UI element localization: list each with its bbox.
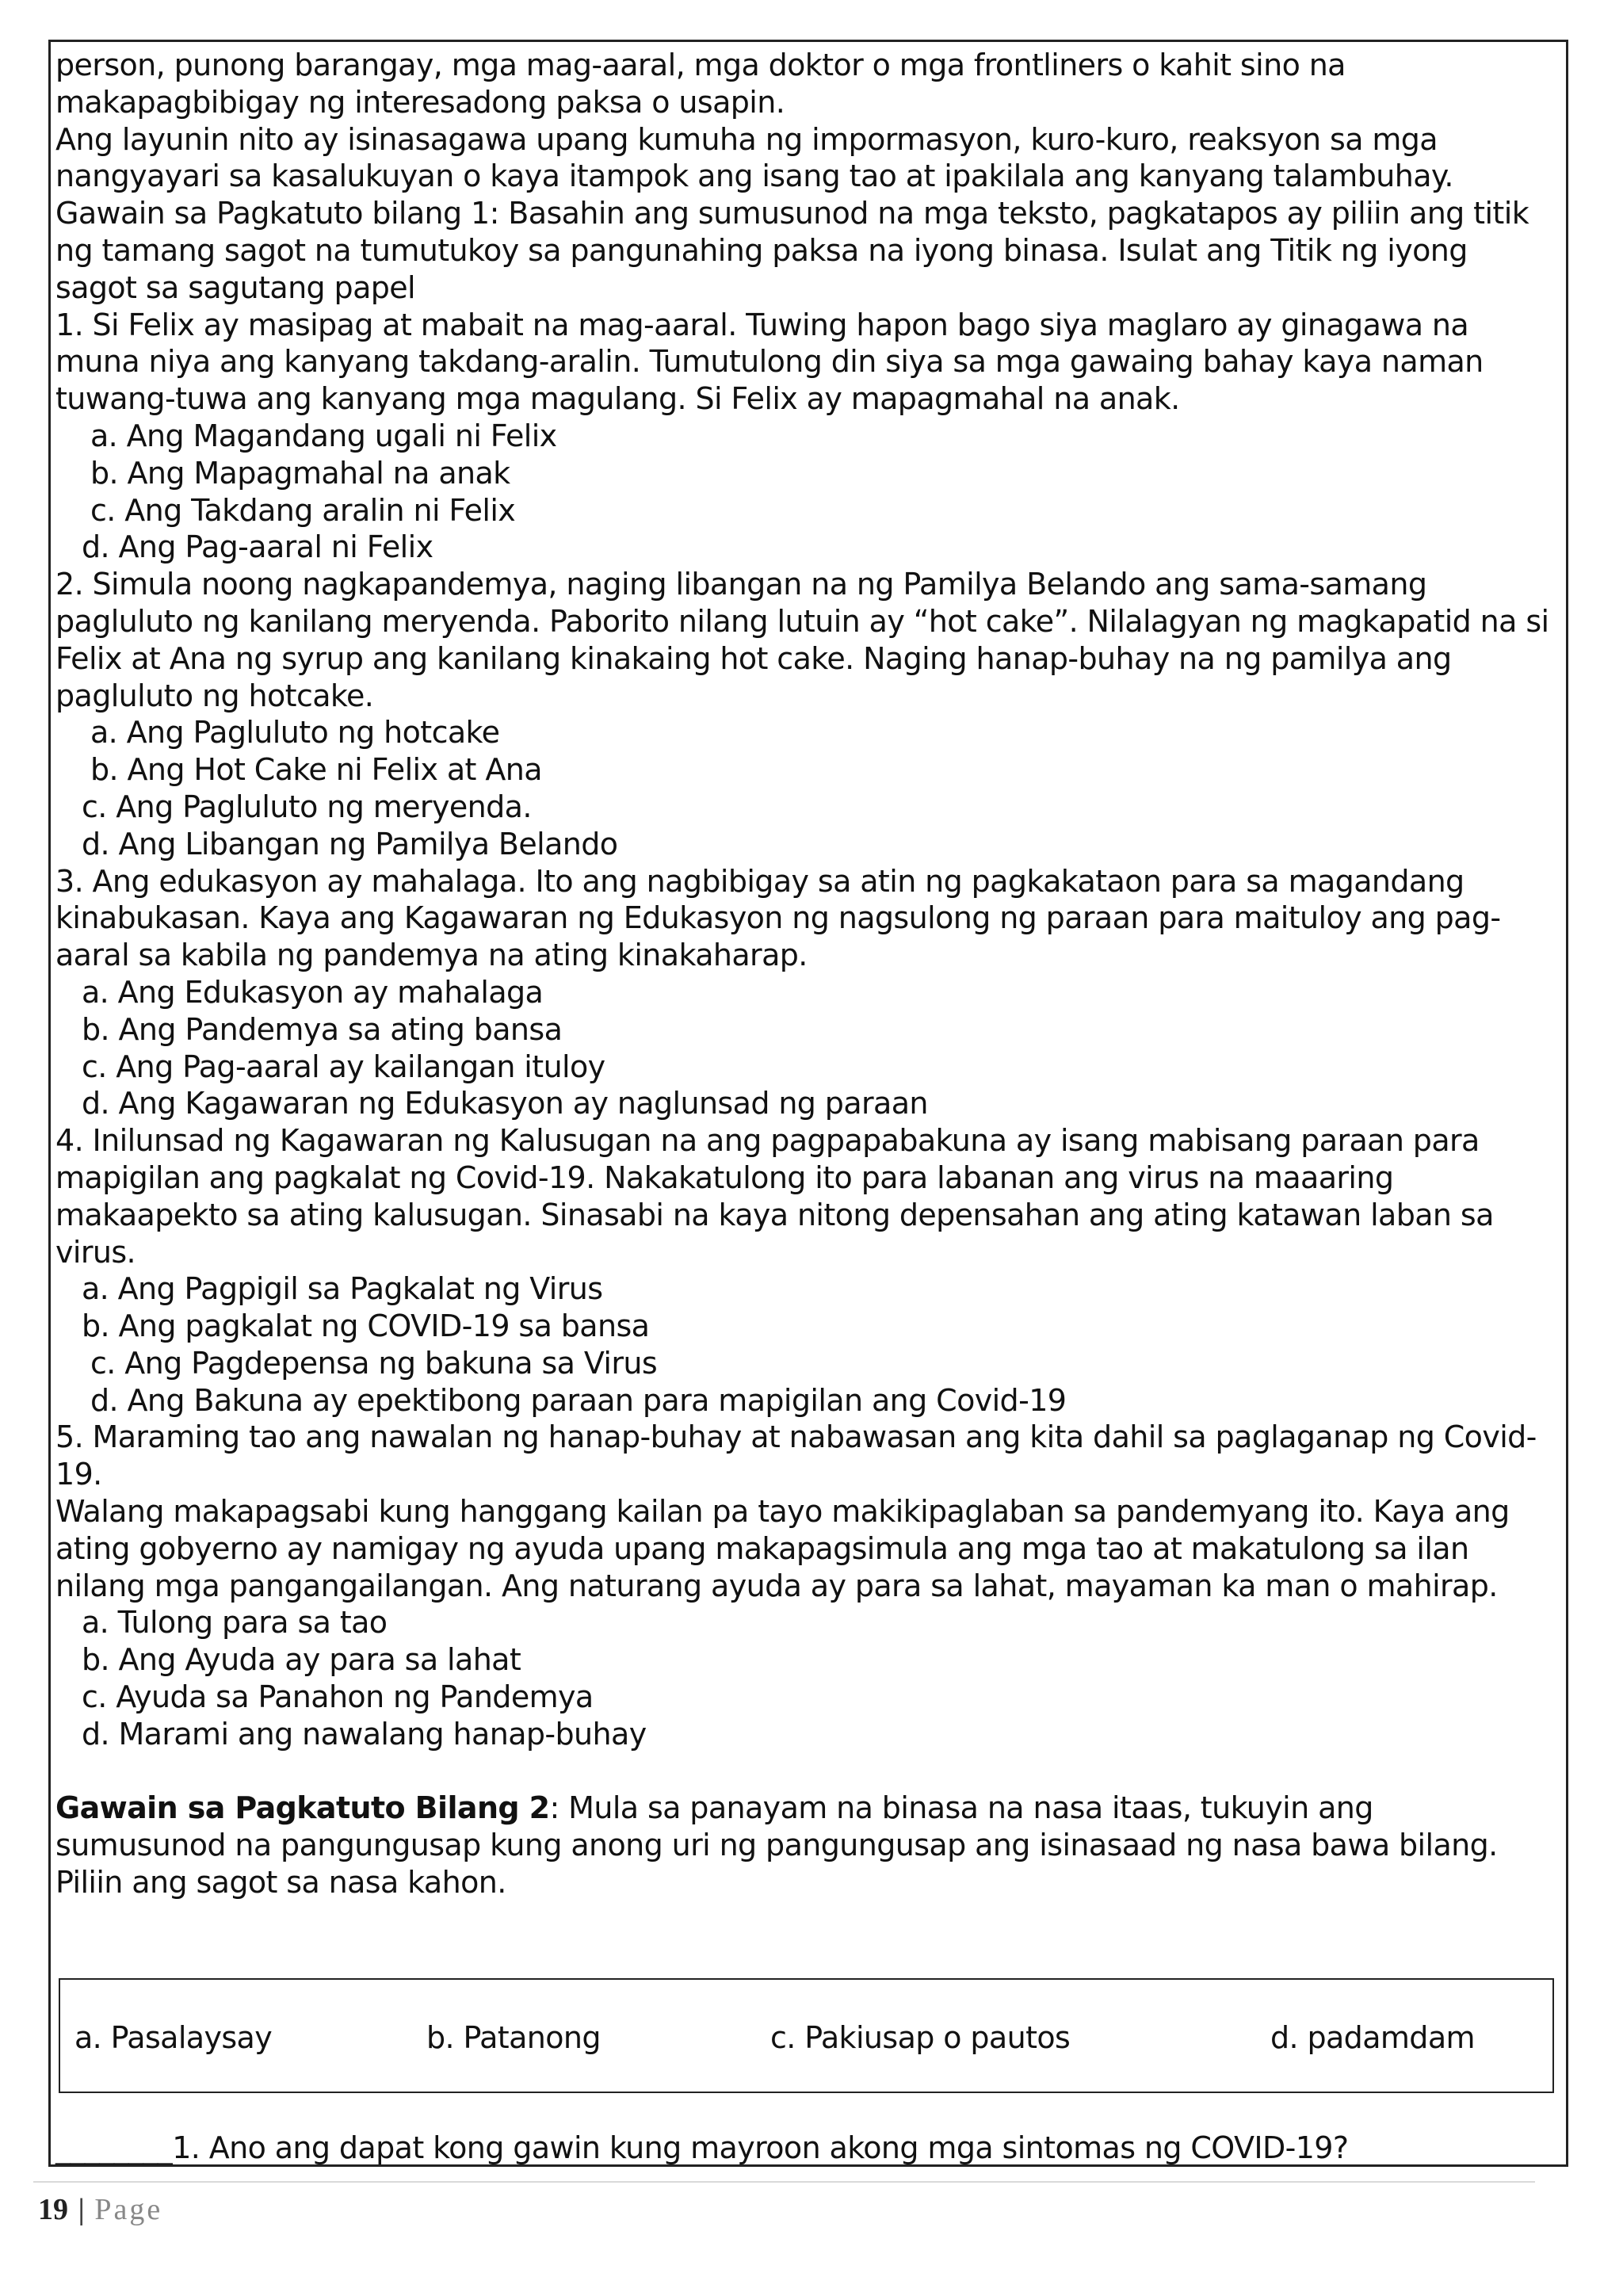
question-3-option-d: d. Ang Kagawaran ng Edukasyon ay naglunsad ng paraan — [82, 1086, 928, 1121]
question-4-option-b: b. Ang pagkalat ng COVID-19 sa bansa — [82, 1308, 650, 1344]
question-4-option-d: d. Ang Bakuna ay epektibong paraan para mapigilan ang Covid-19 — [90, 1382, 1067, 1418]
page-label: Page — [94, 2193, 163, 2226]
question-5-option-c: c. Ayuda sa Panahon ng Pandemya — [82, 1679, 594, 1715]
choice-pasalaysay: a. Pasalaysay — [74, 2020, 273, 2055]
footer-divider — [33, 2181, 1535, 2183]
choice-patanong: b. Patanong — [426, 2020, 601, 2055]
activity-1-instruction: Gawain sa Pagkatuto bilang 1: Basahin ang sumusunod na mga teksto, pagkatapos ay piliin ang titik ng tamang sagot na tumutukoy sa pangunahing paksa na iyong binasa. Isulat ang Titik ng iyong sagot sa sagutang papel — [55, 196, 1529, 305]
question-1: 1. Si Felix ay masipag at mabait na mag-aaral. Tuwing hapon bago siya maglaro ay ginagawa na muna niya ang kanyang takdang-aralin. Tumutulong din siya sa mga gawaing bahay kaya naman tuwang-tuwa ang kanyang mga magulang. Si Felix ay mapagmahal na anak. — [55, 307, 1484, 417]
page-footer — [38, 2191, 162, 2228]
activity-2-item-1: ________1. Ano ang dapat kong gawin kung mayroon akong mga sintomas ng COVID-19? — [55, 2130, 1349, 2165]
question-5-option-b: b. Ang Ayuda ay para sa lahat — [82, 1642, 521, 1678]
question-2-option-c: c. Ang Pagluluto ng meryenda. — [82, 789, 532, 824]
footer-separator: | — [78, 2193, 85, 2226]
question-5-option-d: d. Marami ang nawalang hanap-buhay — [82, 1716, 647, 1752]
activity-2-body: : Mula sa panayam na binasa na nasa itaas, tukuyin ang sumusunod na pangungusap kung anong uri ng pangungusap ang isinasaad ng nasa bawa bilang. Piliin ang sagot sa nasa kahon. — [55, 1790, 1498, 1901]
page-number: 19 — [38, 2193, 68, 2226]
question-2-option-d: d. Ang Libangan ng Pamilya Belando — [82, 826, 618, 861]
question-4-option-c: c. Ang Pagdepensa ng bakuna sa Virus — [90, 1345, 658, 1381]
question-3-option-a: a. Ang Edukasyon ay mahalaga — [82, 974, 544, 1010]
activity-2-heading: Gawain sa Pagkatuto Bilang 2 — [55, 1790, 550, 1826]
question-1-option-a: a. Ang Magandang ugali ni Felix — [90, 418, 557, 453]
question-3: 3. Ang edukasyon ay mahalaga. Ito ang nagbibigay sa atin ng pagkakataon para sa magandang kinabukasan. Kaya ang Kagawaran ng Edukasyon ng nagsulong ng paraan para maituloy ang pag-aaral sa kabila ng pandemya na ating kinakaharap. — [55, 863, 1501, 973]
question-2-option-a: a. Ang Pagluluto ng hotcake — [90, 715, 500, 751]
question-1-option-d: d. Ang Pag-aaral ni Felix — [82, 529, 433, 565]
question-5-passage: Walang makapagsabi kung hanggang kailan pa tayo makikipaglaban sa pandemyang ito. Kaya ang ating gobyerno ay namigay ng ayuda upang makapagsimula ang mga tao at makatulong sa ilan nilang mga pangangailangan. Ang naturang ayuda ay para sa lahat, mayaman ka man o mahirap. — [55, 1494, 1510, 1603]
question-2-option-b: b. Ang Hot Cake ni Felix at Ana — [90, 752, 542, 788]
worksheet-content — [55, 47, 1552, 1901]
question-5-option-a: a. Tulong para sa tao — [82, 1605, 388, 1641]
worksheet-frame — [48, 40, 1568, 2167]
question-3-option-b: b. Ang Pandemya sa ating bansa — [82, 1011, 563, 1047]
question-4-option-a: a. Ang Pagpigil sa Pagkalat ng Virus — [82, 1271, 603, 1307]
intro-paragraph-1: person, punong barangay, mga mag-aaral, mga doktor o mga frontliners o kahit sino na makapagbibigay ng interesadong paksa o usapin. — [55, 48, 1346, 120]
question-5: 5. Maraming tao ang nawalan ng hanap-buhay at nabawasan ang kita dahil sa paglaganap ng Covid-19. — [55, 1419, 1537, 1492]
activity-2-instruction — [55, 1790, 1552, 1901]
question-2: 2. Simula noong nagkapandemya, naging libangan na ng Pamilya Belando ang sama-samang pagluluto ng kanilang meryenda. Paborito nilang lutuin ay “hot cake”. Nilalagyan ng magkapatid na si Felix at Ana ng syrup ang kanilang kinakaing hot cake. Naging hanap-buhay na ng pamilya ang pagluluto ng hotcake. — [55, 567, 1549, 713]
spacer — [55, 1753, 1552, 1790]
question-1-option-b: b. Ang Mapagmahal na anak — [90, 455, 510, 491]
choice-padamdam: d. padamdam — [1270, 2020, 1475, 2055]
question-1-option-c: c. Ang Takdang aralin ni Felix — [90, 492, 516, 528]
question-4: 4. Inilunsad ng Kagawaran ng Kalusugan na ang pagpapabakuna ay isang mabisang paraan para mapigilan ang pagkalat ng Covid-19. Nakakatulong ito para labanan ang virus na maaaring makaapekto sa ating kalusugan. Sinasabi na kaya nitong depensahan ang ating katawan laban sa virus. — [55, 1123, 1494, 1270]
choice-pakiusap-o-pautos: c. Pakiusap o pautos — [770, 2020, 1071, 2055]
intro-paragraph-2: Ang layunin nito ay isinasagawa upang kumuha ng impormasyon, kuro-kuro, reaksyon sa mga nangyayari sa kasalukuyan o kaya itampok ang isang tao at ipakilala ang kanyang talambuhay. — [55, 121, 1453, 194]
question-3-option-c: c. Ang Pag-aaral ay kailangan ituloy — [82, 1049, 605, 1084]
answer-choices-box — [59, 1978, 1554, 2093]
